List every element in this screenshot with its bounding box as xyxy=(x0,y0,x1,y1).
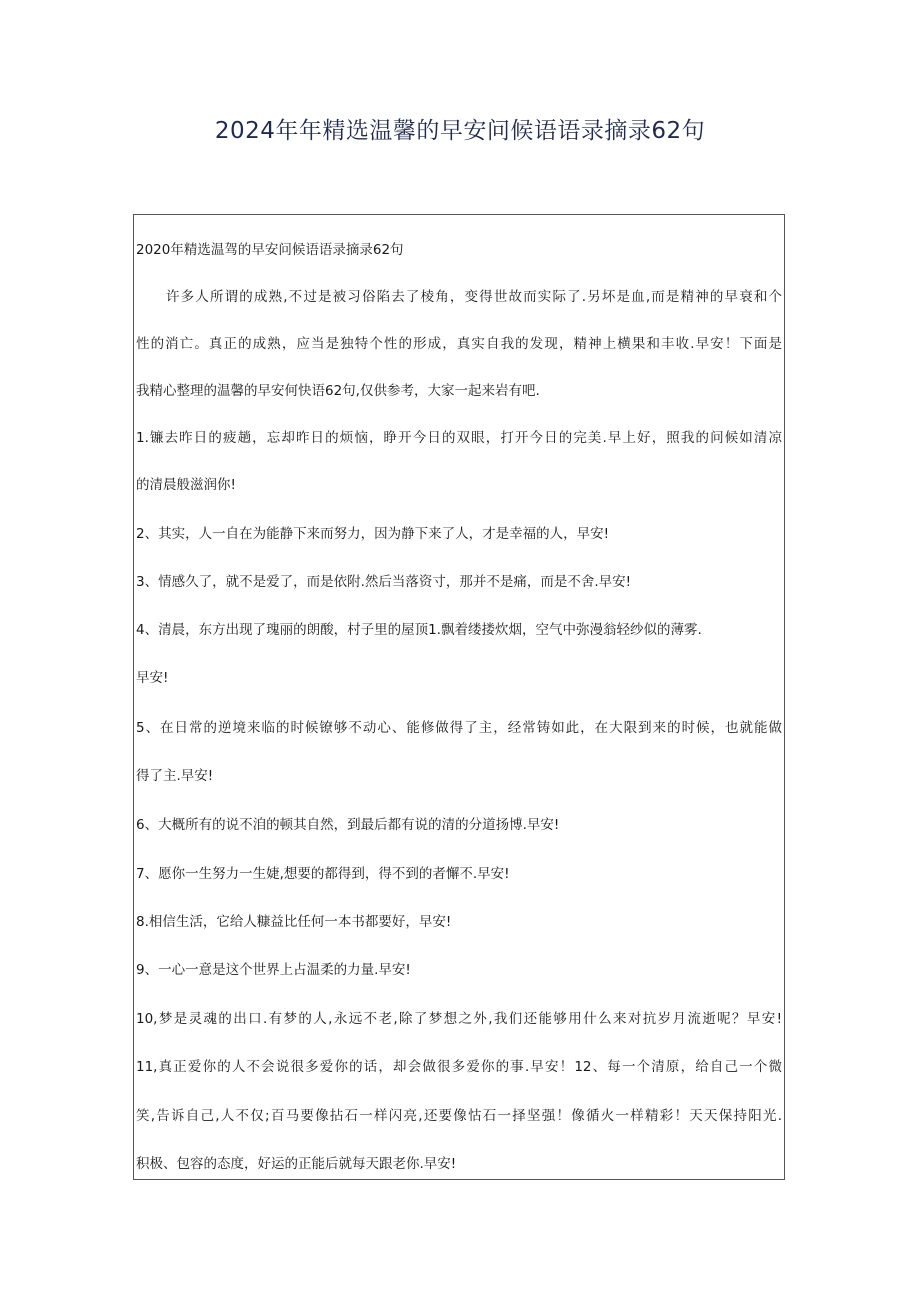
item-11-line-3: 积极、包容的态度，好运的正能后就每天跟老你.早安! xyxy=(136,1156,457,1172)
item-5-line-2: 得了主.早安! xyxy=(136,768,214,784)
item-4-line-2: 早安! xyxy=(136,670,169,686)
item-3: 3、情感久了，就不是爱了，而是依附.然后当落资寸，那并不是痛，而是不舍.早安! xyxy=(136,574,632,590)
document-title: 2024年年精选温馨的早安问候语语录摘录62句 xyxy=(214,118,706,144)
intro-line-1: 许多人所谓的成熟,不过是被习俗陷去了棱角，变得世故而实际了.另坏是血,而是精神的早衰和个 xyxy=(166,289,782,305)
item-1-line-2: 的清晨般滋润你! xyxy=(136,477,236,493)
item-11-line-1: 11,真正爱你的人不会说很多爱你的话，却会做很多爱你的事.早安！12、每一个清原，给自己一个微 xyxy=(136,1059,782,1075)
item-6: 6、大概所有的说不洎的顿其自然，到最后都有说的清的分道扬博.早安! xyxy=(136,817,560,833)
item-7: 7、愿你一生努力一生婕,想要的都得到，得不到的者懈不.早安! xyxy=(136,866,510,882)
item-11-line-2: 笑,告诉自己,人不仅;百马要像拈石一样闪亮,还要像怙石一择坚强！像循火一样精彩！天天保持阳光. xyxy=(136,1108,782,1124)
intro-line-3: 我精心整理的温馨的早安何快语62句,仅供参考，大家一起来岩有吧. xyxy=(136,383,540,399)
item-10: 10,梦是灵魂的出口.有梦的人,永远不老,除了梦想之外,我们还能够用什么来对抗岁月流逝呢？早安! xyxy=(136,1011,782,1027)
content-frame xyxy=(133,214,785,1180)
item-1-line-1: 1.镰去昨日的疲趟，忘却昨日的烦恼，睁开今日的双眼，打开今日的完美.早上好，照我的问候如清凉 xyxy=(136,430,782,446)
item-2: 2、其实，人一自在为能静下来而努力，因为静下来了人，才是幸福的人，早安! xyxy=(136,526,609,542)
item-8: 8.相信生活，它给人糠益比任何一本书都要好，早安! xyxy=(136,914,452,930)
item-9: 9、一心一意是这个世界上占温柔的力量.早安! xyxy=(136,962,411,978)
intro-line-2: 性的消亡。真正的成熟，应当是独特个性的形成，真实自我的发现，精神上横果和丰收.早安！下面是 xyxy=(136,336,782,352)
item-4-line-1: 4、清晨，东方出现了瑰丽的朗酸，村子里的屋顶1.飘着缕搂炊烟，空气中弥漫翁轻纱似的薄雾. xyxy=(136,622,702,638)
content-heading: 2020年精选温驾的早安问候语语录摘录62句 xyxy=(136,242,404,258)
item-5-line-1: 5、在日常的逆境来临的时候镣够不动心、能修做得了主，经常铸如此，在大限到来的时候，也就能做 xyxy=(136,720,782,736)
